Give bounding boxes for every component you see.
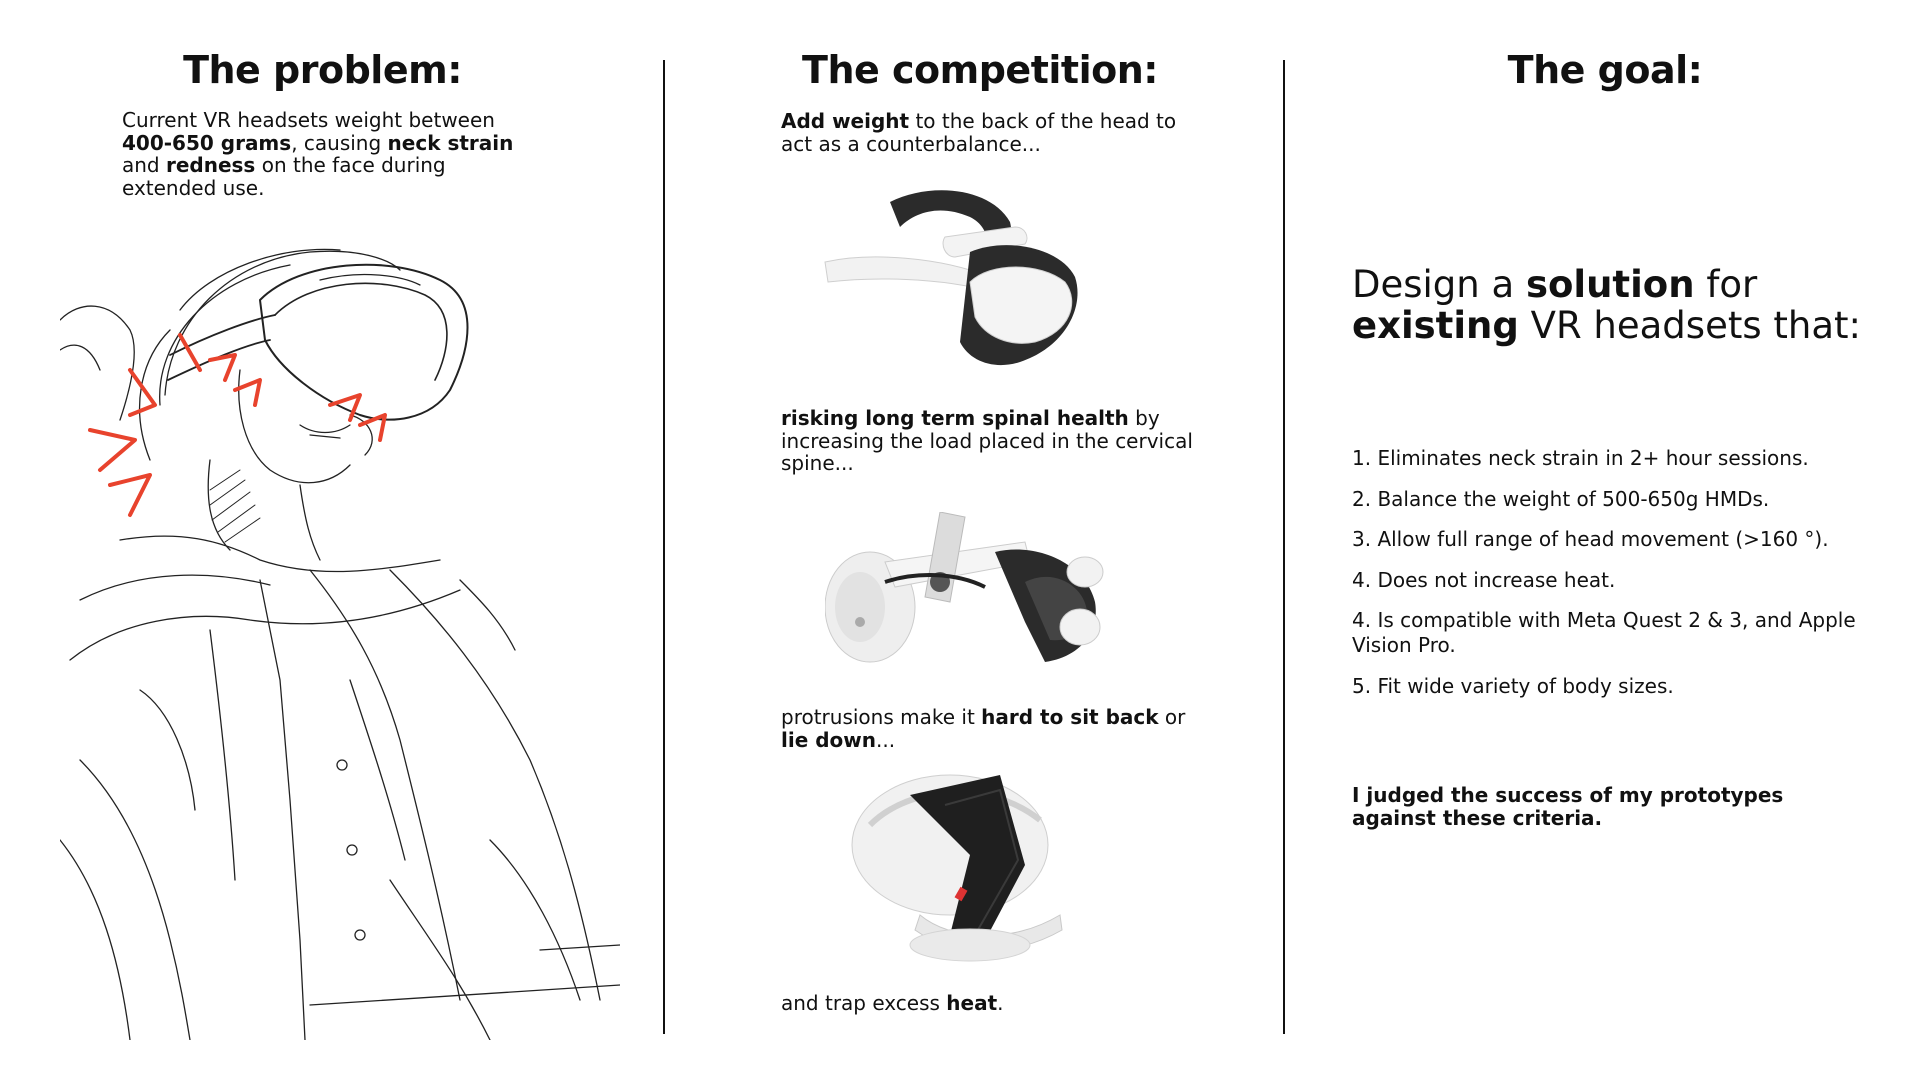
competition-caption-part: by increasing the load placed in the cervical spine...	[781, 406, 1193, 475]
goal-lead-part: Design a	[1352, 263, 1526, 306]
goal-criterion: 4. Is compatible with Meta Quest 2 & 3, and Apple Vision Pro.	[1352, 608, 1856, 657]
vr-headset-sketch-icon	[60, 240, 620, 1040]
goal-lead-part: VR headsets that:	[1518, 304, 1861, 347]
competition-caption-bold: lie down	[781, 727, 877, 752]
competition-caption-bold: hard to sit back	[981, 705, 1159, 729]
goal-criteria-list	[1352, 446, 1872, 714]
competition-caption-bold: risking long term spinal health	[781, 406, 1129, 430]
competition-title: The competition:	[802, 48, 1158, 92]
elite-strap-headset-icon	[820, 182, 1090, 372]
battery-strap-headset-icon	[825, 512, 1115, 667]
goal-criterion: 3. Allow full range of head movement (>160 °).	[1352, 527, 1829, 551]
problem-intro-bold: 400-650 grams	[122, 130, 292, 155]
competition-caption-part: and trap excess	[781, 991, 947, 1015]
goal-criterion: 4. Does not increase heat.	[1352, 567, 1616, 592]
problem-intro-part: and	[122, 153, 166, 177]
problem-intro-part: Current VR headsets weight between	[122, 108, 495, 132]
competition-caption	[781, 110, 1201, 155]
problem-intro	[122, 109, 532, 199]
problem-intro-part: on the face during extended use.	[122, 153, 446, 200]
goal-lead	[1352, 264, 1872, 346]
competition-caption	[781, 706, 1201, 751]
strapped-headset-back-view-icon	[850, 765, 1080, 965]
goal-title: The goal:	[1507, 48, 1703, 92]
competition-caption	[781, 992, 1201, 1015]
column-divider-right	[1283, 60, 1285, 1034]
goal-closing: I judged the success of my prototypes against these criteria.	[1352, 783, 1784, 830]
competition-caption-part: or	[1158, 705, 1186, 729]
competition-caption-bold: Add weight	[781, 109, 910, 133]
problem-title: The problem:	[183, 48, 462, 92]
competition-caption-part: to the back of the head to act as a counterbalance...	[781, 109, 1177, 156]
competition-caption	[781, 407, 1201, 475]
goal-criterion: 1. Eliminates neck strain in 2+ hour sessions.	[1352, 446, 1809, 470]
problem-intro-bold: neck strain	[387, 130, 514, 155]
column-divider-left	[663, 60, 665, 1034]
competition-caption-part: ...	[876, 727, 896, 752]
competition-caption-part: protrusions make it	[781, 705, 982, 729]
competition-caption-bold: heat	[946, 991, 998, 1015]
competition-caption-part: .	[997, 991, 1004, 1015]
goal-lead-bold: existing	[1352, 304, 1519, 347]
problem-intro-part: , causing	[291, 130, 388, 155]
problem-intro-bold: redness	[165, 153, 256, 177]
goal-lead-part: for	[1694, 263, 1758, 306]
goal-lead-bold: solution	[1525, 263, 1695, 306]
goal-criterion: 2. Balance the weight of 500-650g HMDs.	[1352, 486, 1770, 511]
goal-criterion: 5. Fit wide variety of body sizes.	[1352, 673, 1674, 698]
